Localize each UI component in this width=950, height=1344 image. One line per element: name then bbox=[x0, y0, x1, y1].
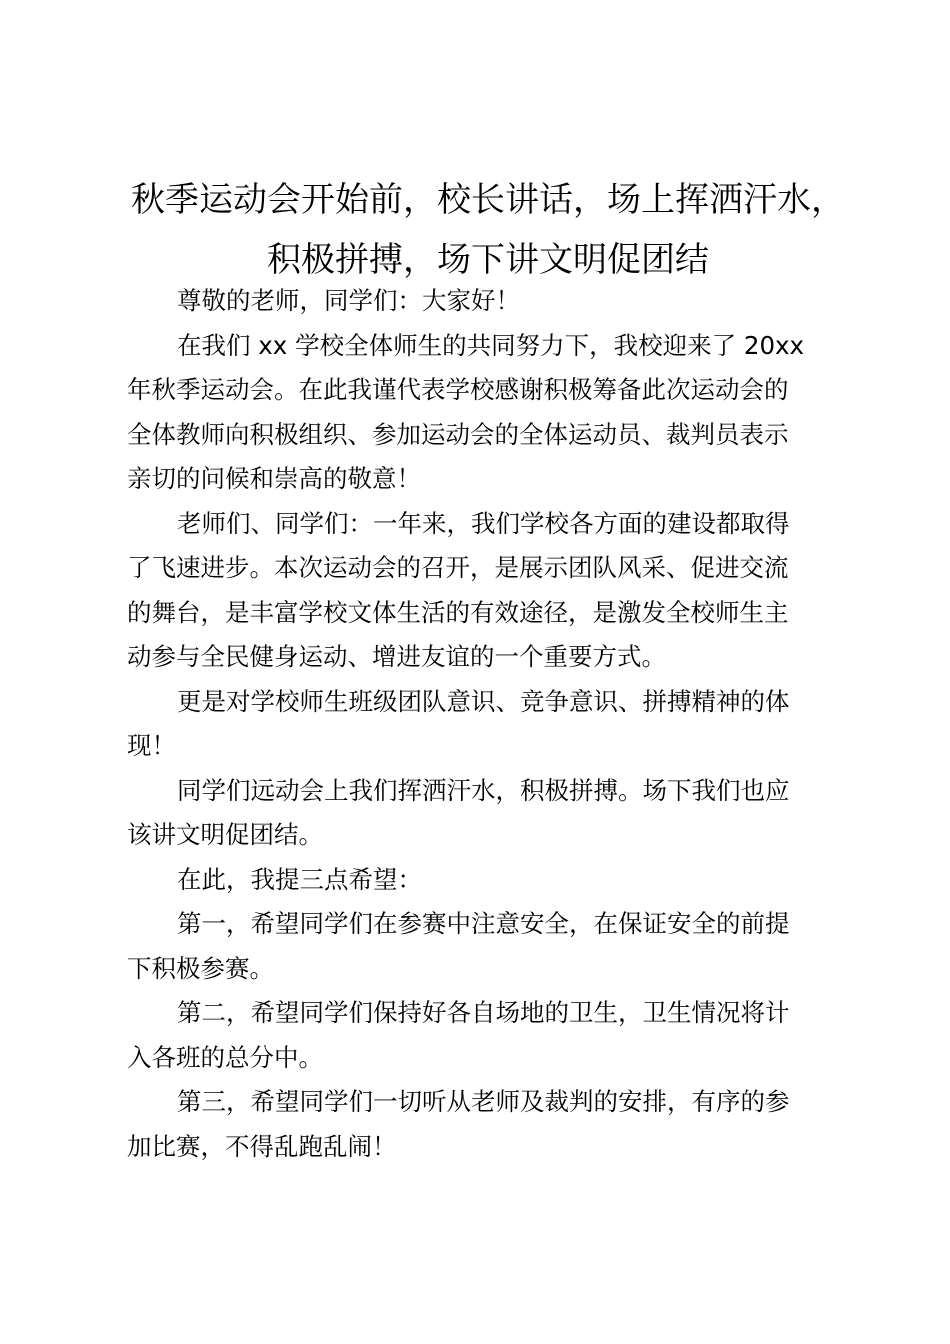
paragraph-civility bbox=[127, 769, 837, 858]
paragraph-line: 下积极参赛。 bbox=[127, 953, 274, 983]
paragraph-line: 第二，希望同学们保持好各自场地的卫生，卫生情况将计 bbox=[177, 998, 790, 1027]
paragraph-line: 第三，希望同学们一切听从老师及裁判的安排，有序的参 bbox=[177, 1087, 790, 1116]
paragraph-line: 第一，希望同学们在参赛中注意安全，在保证安全的前提 bbox=[177, 909, 790, 938]
paragraph-line: 在此，我提三点希望： bbox=[177, 864, 422, 894]
paragraph-line: 同学们远动会上我们挥洒汗水，积极拼搏。场下我们也应 bbox=[177, 775, 790, 805]
paragraph-line: 动参与全民健身运动、增进友谊的一个重要方式。 bbox=[127, 642, 666, 671]
paragraph-line: 亲切的问候和崇高的敬意！ bbox=[127, 464, 421, 493]
paragraph-hopes-intro bbox=[127, 858, 837, 903]
paragraph-line: 入各班的总分中。 bbox=[127, 1042, 323, 1072]
paragraph-line: 现！ bbox=[127, 731, 176, 760]
paragraph-line: 了飞速进步。本次运动会的召开，是展示团队风采、促进交流 bbox=[127, 553, 789, 582]
paragraph-line: 该讲文明促团结。 bbox=[127, 820, 323, 849]
title-line: 积极拼搏，场下讲文明促团结 bbox=[267, 240, 709, 280]
paragraph-greeting bbox=[127, 279, 837, 324]
paragraph-line: 全体教师向积极组织、参加运动会的全体运动员、裁判员表示 bbox=[127, 419, 789, 449]
paragraph-line: 尊敬的老师，同学们：大家好！ bbox=[177, 286, 520, 315]
paragraph-line: 老师们、同学们：一年来，我们学校各方面的建设都取得 bbox=[177, 508, 790, 538]
paragraph-line: 更是对学校师生班级团队意识、竞争意识、拼搏精神的体 bbox=[177, 686, 790, 716]
paragraph-progress bbox=[127, 502, 837, 680]
paragraph-spirit bbox=[127, 680, 837, 769]
paragraph-line: 的舞台，是丰富学校文体生活的有效途径，是激发全校师生主 bbox=[127, 597, 789, 627]
paragraph-hope-two bbox=[127, 991, 837, 1080]
paragraph-hope-one bbox=[127, 902, 837, 991]
paragraph-line: 加比赛，不得乱跑乱闹！ bbox=[127, 1131, 397, 1161]
paragraph-line: 在我们 xx 学校全体师生的共同努力下，我校迎来了 20xx bbox=[177, 330, 805, 360]
paragraph-line: 年秋季运动会。在此我谨代表学校感谢积极筹备此次运动会的 bbox=[127, 375, 789, 404]
document-title bbox=[118, 170, 858, 290]
paragraph-intro bbox=[127, 324, 837, 502]
title-line: 秋季运动会开始前，校长讲话，场上挥洒汗水， bbox=[131, 180, 845, 220]
paragraph-hope-three bbox=[127, 1080, 837, 1169]
document-body bbox=[127, 279, 837, 1169]
